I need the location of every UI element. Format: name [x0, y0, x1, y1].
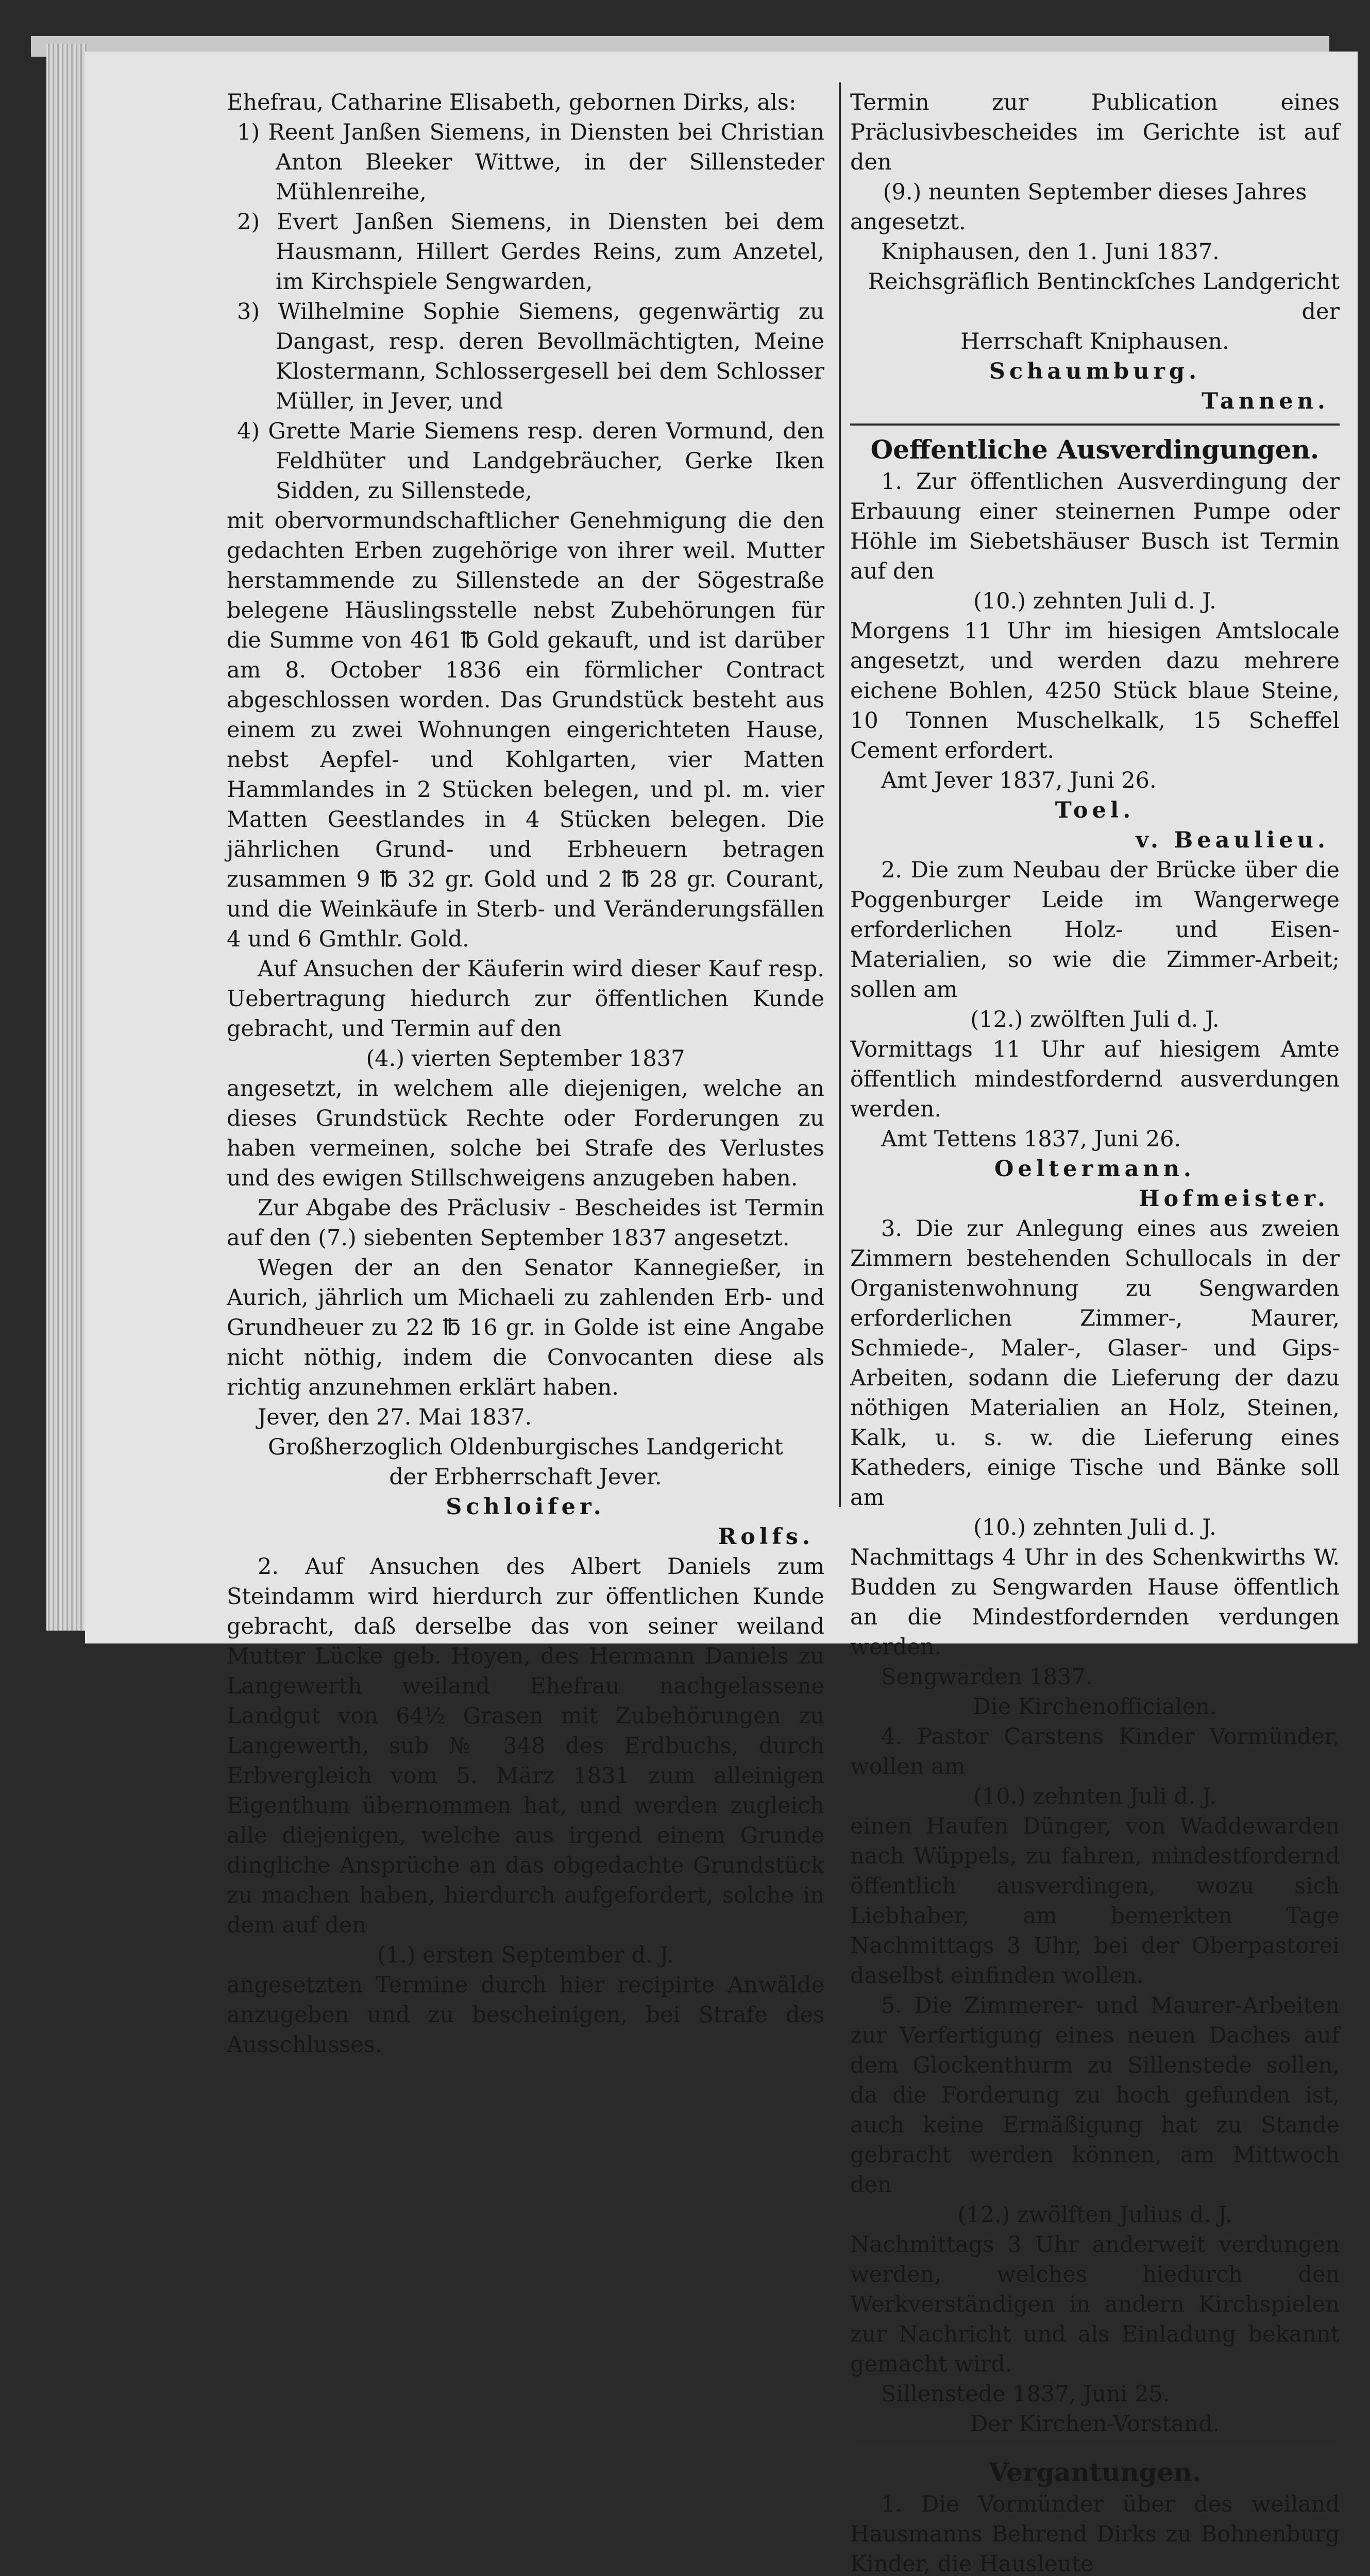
paragraph: 4. Pastor Carstens Kinder Vormünder, wollen am — [850, 1724, 1340, 1780]
signature: Toel. — [1055, 798, 1135, 823]
paragraph: angesetzt, in welchem alle diejenigen, welche an dieses Grundstück Rechte oder Forderungen zu haben vermeinen, solche bei Strafe des Verlustes und des ewigen Stillschweigens anzugeben haben. — [227, 1076, 824, 1191]
signature: Oeltermann. — [994, 1156, 1195, 1182]
paragraph: 3. Die zur Anlegung eines aus zweien Zimmern bestehenden Schullocals in der Organistenwohnung zu Sengwarden erforderlichen Zimmer-, Maurer, Schmiede-, Maler-, Glaser- und Gips-Arbeiten, sodann die Lieferung der dazu nöthigen Materialien an Holz, Steinen, Kalk, u. s. w. die Lieferung eines Katheders, einige Tische und Bänke soll am — [850, 1216, 1340, 1511]
signature: Schloifer. — [446, 1494, 605, 1520]
section-heading: Oeffentliche Ausverdingungen. — [870, 434, 1320, 465]
date-line: (10.) zehnten Juli d. J. — [973, 588, 1216, 614]
place-date: Kniphausen, den 1. Juni 1837. — [881, 239, 1220, 265]
place-date: Sengwarden 1837. — [881, 1664, 1093, 1690]
date-line: (10.) zehnten Juli d. J. — [973, 1515, 1216, 1540]
section-heading: Vergantungen. — [988, 2457, 1202, 2487]
signature: Rolfs. — [718, 1524, 814, 1550]
paragraph: einen Haufen Dünger, von Waddewarden nach Wüppels, zu fahren, mindestfordernd öffentlich ausverdingen, wozu sich Liebhaber, am bemerkten Tage Nachmittags 3 Uhr, bei der Oberpastorei daselbst einfinden wollen. — [850, 1814, 1340, 1989]
section-rule — [850, 423, 1340, 431]
date-line: (10.) zehnten Juli d. J. — [973, 1784, 1216, 1809]
section-rule — [850, 2446, 1340, 2453]
paragraph: 1. Zur öffentlichen Ausverdingung der Erbauung einer steinernen Pumpe oder Höhle im Siebetshäuser Busch ist Termin auf den — [850, 469, 1340, 584]
paragraph: 2. Auf Ansuchen des Albert Daniels zum Steindamm wird hierdurch zur öffentlichen Kunde gebracht, daß derselbe das von seiner weiland Mutter Lücke geb. Hoyen, des Hermann Daniels zu Langewerth weiland Ehefrau nachgelassene Landgut von 64½ Grasen mit Zubehörungen zu Langewerth, sub № 348 des Erdbuchs, durch Erbvergleich vom 5. März 1831 zum alleinigen Eigenthum übernommen hat, und werden zugleich alle diejenigen, welche aus irgend einem Grunde dingliche Ansprüche an das obgedachte Grundstück zu machen haben, hierdurch aufgefordert, solche in dem auf den — [227, 1554, 824, 1938]
paragraph: angesetzt. — [850, 209, 966, 235]
place-date: Sillenstede 1837, Juni 25. — [881, 2381, 1170, 2407]
signature: Hofmeister. — [1138, 1186, 1329, 1212]
list-item: 3) Wilhelmine Sophie Siemens, gegenwärtig zu Dangast, resp. deren Bevollmächtigten, Meine Klostermann, Schlossergesell bei dem Schlosser Müller, in Jever, und — [237, 299, 824, 414]
date-line: (12.) zwölften Julius d. J. — [957, 2202, 1232, 2228]
signature: Schaumburg. — [989, 359, 1201, 384]
signature: Tannen. — [1202, 388, 1329, 414]
paragraph: Zur Abgabe des Präclusiv - Bescheides ist Termin auf den (7.) siebenten September 1837 angesetzt. — [227, 1195, 824, 1251]
book-page-edges — [46, 44, 88, 1631]
paragraph: Nachmittags 3 Uhr anderweit verdungen werden, welches hiedurch den Werkverständigen in andern Kirchspielen zur Nachricht und als Einladung bekannt gemacht wird. — [850, 2232, 1340, 2377]
place-date: Jever, den 27. Mai 1837. — [258, 1404, 532, 1430]
place-date: Amt Tettens 1837, Juni 26. — [881, 1126, 1181, 1152]
paragraph: 1. Die Vormünder über des weiland Hausmanns Behrend Dirks zu Bohnenburg Kinder, die Hausleute — [850, 2492, 1340, 2576]
paragraph: 2. Die zum Neubau der Brücke über die Poggenburger Leide im Wangerwege erforderlichen Holz- und Eisen-Materialien, so wie die Zimmer-Arbeit; sollen am — [850, 857, 1340, 1003]
paragraph: angesetzten Termine durch hier recipirte Anwälde anzugeben und zu bescheinigen, bei Strafe des Ausschlusses. — [227, 1972, 824, 2058]
court-name: Reichsgräflich Bentinckſches Landgericht der — [868, 269, 1340, 325]
signature: Der Kirchen-Vorstand. — [970, 2411, 1220, 2437]
paragraph: Morgens 11 Uhr im hiesigen Amtslocale angesetzt, und werden dazu mehrere eichene Bohlen, 4250 Stück blaue Steine, 10 Tonnen Muschelkalk, 15 Scheffel Cement erfordert. — [850, 618, 1340, 764]
date-line: (4.) vierten September 1837 — [366, 1046, 685, 1072]
paragraph: Wegen der an den Senator Kannegießer, in Aurich, jährlich um Michaeli zu zahlenden Erb- und Grundheuer zu 22 ℔ 16 gr. in Golde ist eine Angabe nicht nöthig, indem die Convocanten diese als richtig anzunehmen erklärt haben. — [227, 1255, 824, 1400]
signature: v. Beaulieu. — [1136, 827, 1329, 853]
court-name: Großherzoglich Oldenburgisches Landgericht — [268, 1434, 783, 1460]
paragraph: Auf Ansuchen der Käuferin wird dieser Kauf resp. Uebertragung hiedurch zur öffentlichen Kunde gebracht, und Termin auf den — [227, 956, 824, 1042]
paragraph: Ehefrau, Catharine Elisabeth, gebornen Dirks, als: — [227, 90, 797, 115]
list-item: 2) Evert Janßen Siemens, in Diensten bei dem Hausmann, Hillert Gerdes Reins, zum Anzetel, im Kirchspiele Sengwarden, — [237, 209, 824, 295]
date-line: (9.) neunten September dieses Jahres — [883, 179, 1307, 205]
court-name: Herrschaft Kniphausen. — [960, 329, 1229, 354]
column-divider — [839, 82, 841, 1507]
paragraph: Vormittags 11 Uhr auf hiesigem Amte öffentlich mindestfordernd ausverdungen werden. — [850, 1037, 1340, 1122]
date-line: (12.) zwölften Juli d. J. — [970, 1007, 1220, 1032]
place-date: Amt Jever 1837, Juni 26. — [881, 768, 1157, 793]
paragraph: Nachmittags 4 Uhr in des Schenkwirths W. Budden zu Sengwarden Hause öffentlich an die Mindestfordernden verdungen werden. — [850, 1545, 1340, 1660]
list-item: 1) Reent Janßen Siemens, in Diensten bei Christian Anton Bleeker Wittwe, in der Sillensteder Mühlenreihe, — [237, 120, 824, 205]
left-column — [227, 88, 824, 2060]
date-line: (1.) ersten September d. J. — [377, 1942, 674, 1968]
paragraph: 5. Die Zimmerer- und Maurer-Arbeiten zur Verfertigung eines neuen Daches auf dem Glockenthurm zu Sillenstede sollen, da die Forderung zu hoch gefunden ist, auch keine Ermäßigung hat zu Stande gebracht werden können, am Mittwoch den — [850, 1993, 1340, 2198]
right-column — [850, 88, 1340, 2576]
list-item: 4) Grette Marie Siemens resp. deren Vormund, den Feldhüter und Landgebräucher, Gerke Iken Sidden, zu Sillenstede, — [237, 418, 824, 504]
court-name: der Erbherrschaft Jever. — [389, 1464, 662, 1490]
signature: Die Kirchenofficialen. — [973, 1694, 1217, 1720]
paragraph: mit obervormundschaftlicher Genehmigung die den gedachten Erben zugehörige von ihrer weil. Mutter herstammende zu Sillenstede an der Sögestraße belegene Häuslingsstelle nebst Zubehörungen für die Summe von 461 ℔ Gold gekauft, und ist darüber am 8. October 1836 ein förmlicher Contract abgeschlossen worden. Das Grundstück besteht aus einem zu zwei Wohnungen eingerichteten Hause, nebst Aepfel- und Kohlgarten, vier Matten Hammlandes in 2 Stücken belegen, und pl. m. vier Matten Geestlandes in 4 Stücken belegen. Die jährlichen Grund- und Erbheuern betragen zusammen 9 ℔ 32 gr. Gold und 2 ℔ 28 gr. Courant, und die Weinkäufe in Sterb- und Veränderungsfällen 4 und 6 Gmthlr. Gold. — [227, 508, 824, 952]
paragraph: Termin zur Publication eines Präclusivbescheides im Gerichte ist auf den — [850, 90, 1340, 175]
